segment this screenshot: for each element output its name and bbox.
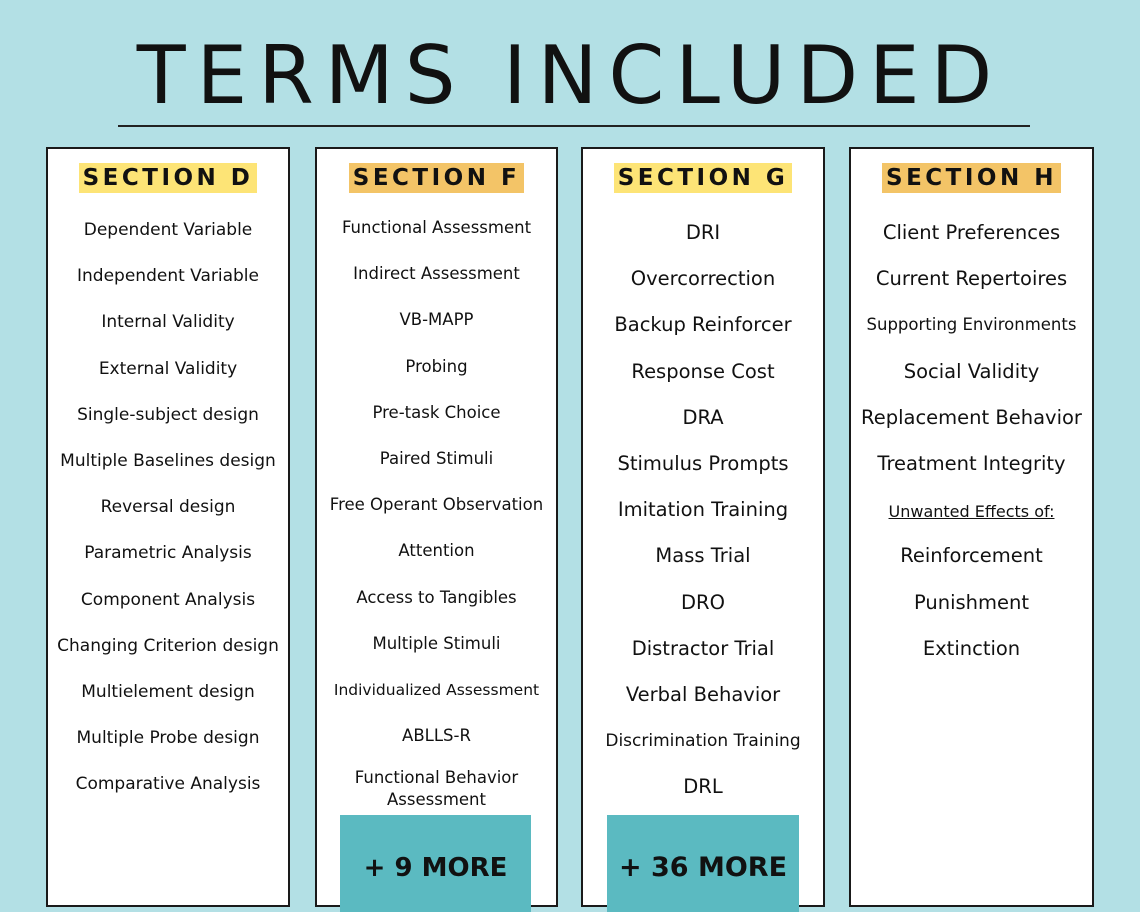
- term-item: Client Preferences: [882, 221, 1061, 244]
- term-item: Punishment: [913, 590, 1030, 614]
- term-item: Indirect Assessment: [353, 264, 520, 284]
- section-f-card: [315, 147, 558, 907]
- section-d-card: [46, 147, 290, 907]
- term-item: Supporting Environments: [866, 315, 1077, 335]
- term-item: Response Cost: [631, 359, 775, 383]
- term-item: Treatment Integrity: [877, 451, 1066, 475]
- term-item: DRL: [683, 775, 723, 799]
- title-divider: [118, 125, 1030, 127]
- term-item: Changing Criterion design: [57, 635, 279, 656]
- section-g-card: [581, 147, 825, 907]
- term-item: Reversal design: [100, 497, 236, 518]
- term-item: Functional Assessment: [341, 218, 532, 237]
- term-item: Social Validity: [903, 359, 1040, 383]
- term-item: Discrimination Training: [605, 731, 801, 752]
- term-item: Pre-task Choice: [372, 402, 501, 422]
- term-item: Access to Tangibles: [356, 587, 517, 607]
- page-title: TERMS INCLUDED: [136, 29, 1004, 122]
- term-item: Dependent Variable: [83, 220, 253, 240]
- section-d-heading: SECTION D: [79, 163, 258, 193]
- section-h-term-list: [851, 207, 1092, 669]
- term-item: Extinction: [922, 636, 1021, 660]
- term-item: DRA: [682, 405, 724, 429]
- section-d-term-list: [48, 207, 288, 807]
- term-item: Multiple Stimuli: [372, 633, 501, 653]
- term-item: Reinforcement: [900, 544, 1043, 568]
- term-subheading: Unwanted Effects of:: [888, 502, 1055, 522]
- term-item: Individualized Assessment: [333, 680, 540, 699]
- term-item: Overcorrection: [630, 267, 776, 291]
- term-item: Functional Behavior Assessment: [354, 768, 519, 810]
- term-item: Internal Validity: [101, 312, 235, 333]
- section-f-heading: SECTION F: [349, 163, 524, 193]
- term-item: Free Operant Observation: [329, 495, 544, 515]
- term-item: Paired Stimuli: [379, 448, 494, 468]
- term-item: Backup Reinforcer: [614, 313, 792, 337]
- section-g-more-badge: + 36 MORE: [607, 815, 799, 912]
- term-item: Verbal Behavior: [625, 682, 781, 706]
- term-item: Current Repertoires: [875, 267, 1068, 291]
- term-item: DRI: [685, 221, 721, 244]
- term-item: Mass Trial: [655, 544, 751, 568]
- section-g-term-list: [583, 207, 823, 807]
- term-item: Replacement Behavior: [861, 405, 1082, 429]
- term-item: Probing: [405, 356, 468, 376]
- term-item: Multiple Probe design: [76, 728, 260, 749]
- term-item: Stimulus Prompts: [617, 451, 789, 475]
- term-item: DRO: [681, 590, 725, 614]
- term-item: ABLLS-R: [402, 726, 471, 746]
- section-f-more-badge: + 9 MORE: [340, 815, 531, 912]
- section-h-heading: SECTION H: [882, 163, 1061, 193]
- section-g-heading: SECTION G: [614, 163, 793, 193]
- term-item: External Validity: [98, 358, 238, 379]
- section-h-card: [849, 147, 1094, 907]
- term-item: Independent Variable: [77, 266, 259, 287]
- term-item: Imitation Training: [617, 498, 789, 522]
- term-item: Distractor Trial: [631, 636, 775, 660]
- term-item: Parametric Analysis: [84, 543, 252, 564]
- term-item: Multiple Baselines design: [60, 450, 276, 471]
- term-item: Component Analysis: [80, 589, 256, 610]
- section-f-term-list: [317, 205, 556, 810]
- term-item: Attention: [398, 541, 475, 561]
- term-item: Multielement design: [81, 681, 255, 702]
- term-item: Single-subject design: [77, 404, 259, 425]
- term-item: Comparative Analysis: [75, 774, 261, 795]
- term-item: VB-MAPP: [399, 310, 474, 330]
